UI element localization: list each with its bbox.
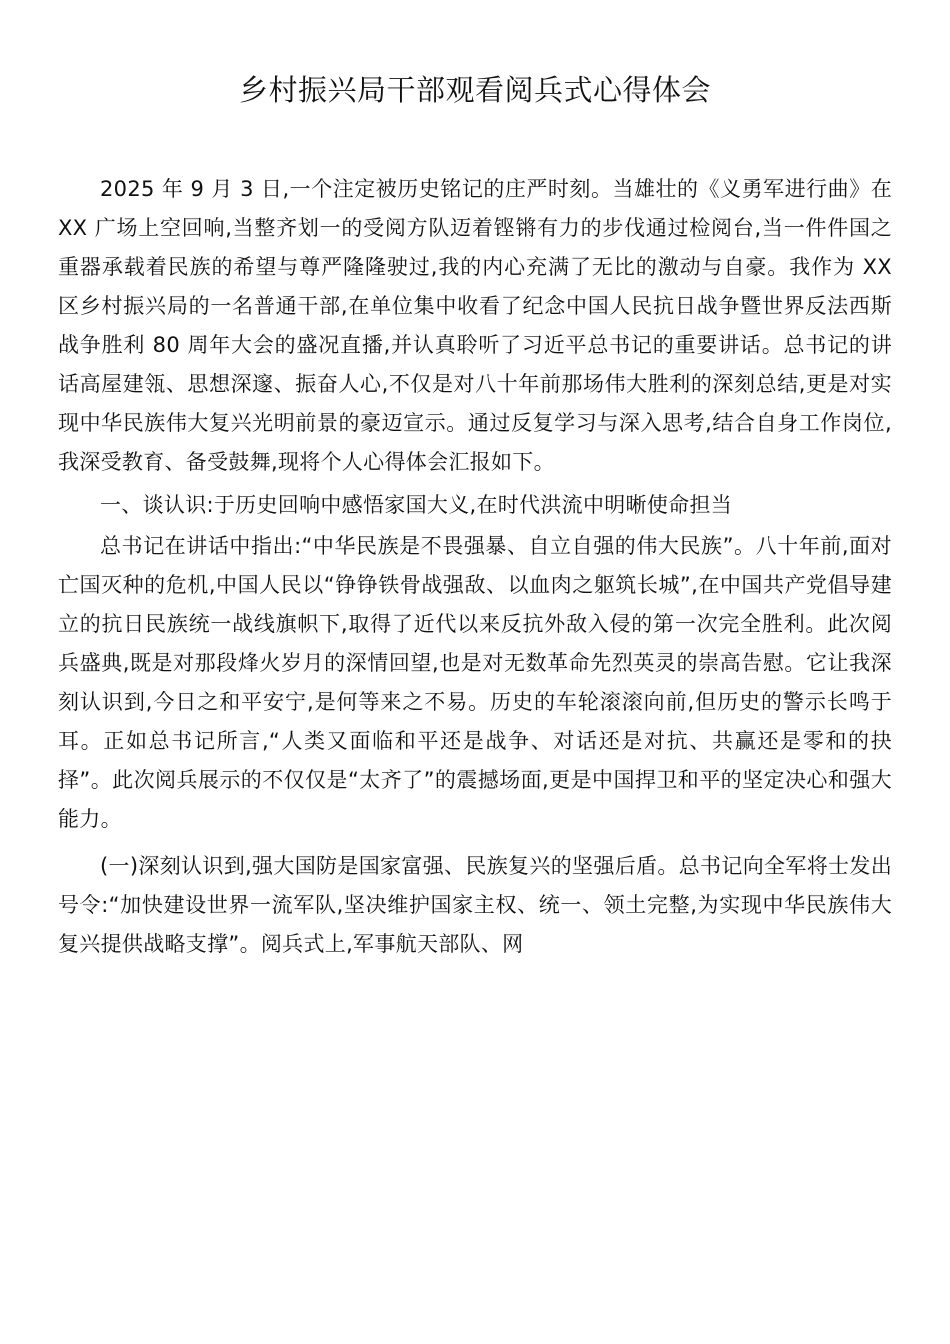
paragraph-intro: 2025 年 9 月 3 日,一个注定被历史铭记的庄严时刻。当雄壮的《义勇军进行曲》在 XX 广场上空回响,当整齐划一的受阅方队迈着铿锵有力的步伐通过检阅台,当一件件国之重器承载着民族的希望与尊严隆隆驶过,我的内心充满了无比的激动与自豪。我作为 XX 区乡村振兴局的一名普通干部,在单位集中收看了纪念中国人民抗日战争暨世界反法西斯战争胜利 80 周年大会的盛况直播,并认真聆听了习近平总书记的重要讲话。总书记的讲话高屋建瓴、思想深邃、振奋人心,不仅是对八十年前那场伟大胜利的深刻总结,更是对实现中华民族伟大复兴光明前景的豪迈宣示。通过反复学习与深入思考,结合自身工作岗位,我深受教育、备受鼓舞,现将个人心得体会汇报如下。 xyxy=(58,177,892,474)
paragraph-subsection-1: (一)深刻认识到,强大国防是国家富强、民族复兴的坚强后盾。总书记向全军将士发出号令:“加快建设世界一流军队,坚决维护国家主权、统一、领土完整,为实现中华民族伟大复兴提供战略支撑”。阅兵式上,军事航天部队、网 xyxy=(58,854,892,956)
section-heading-1: 一、谈认识:于历史回响中感悟家国大义,在时代洪流中明晰使命担当 xyxy=(100,493,733,517)
page-title: 乡村振兴局干部观看阅兵式心得体会 xyxy=(238,73,711,107)
document-body xyxy=(58,170,892,964)
paragraph-history: 总书记在讲话中指出:“中华民族是不畏强暴、自立自强的伟大民族”。八十年前,面对亡国灭种的危机,中国人民以“铮铮铁骨战强敌、以血肉之躯筑长城”,在中国共产党倡导建立的抗日民族统一战线旗帜下,取得了近代以来反抗外敌入侵的第一次完全胜利。此次阅兵盛典,既是对那段烽火岁月的深情回望,也是对无数革命先烈英灵的崇高告慰。它让我深刻认识到,今日之和平安宁,是何等来之不易。历史的车轮滚滚向前,但历史的警示长鸣于耳。正如总书记所言,“人类又面临和平还是战争、对话还是对抗、共赢还是零和的抉择”。此次阅兵展示的不仅仅是“太齐了”的震撼场面,更是中国捍卫和平的坚定决心和强大能力。 xyxy=(58,534,892,831)
